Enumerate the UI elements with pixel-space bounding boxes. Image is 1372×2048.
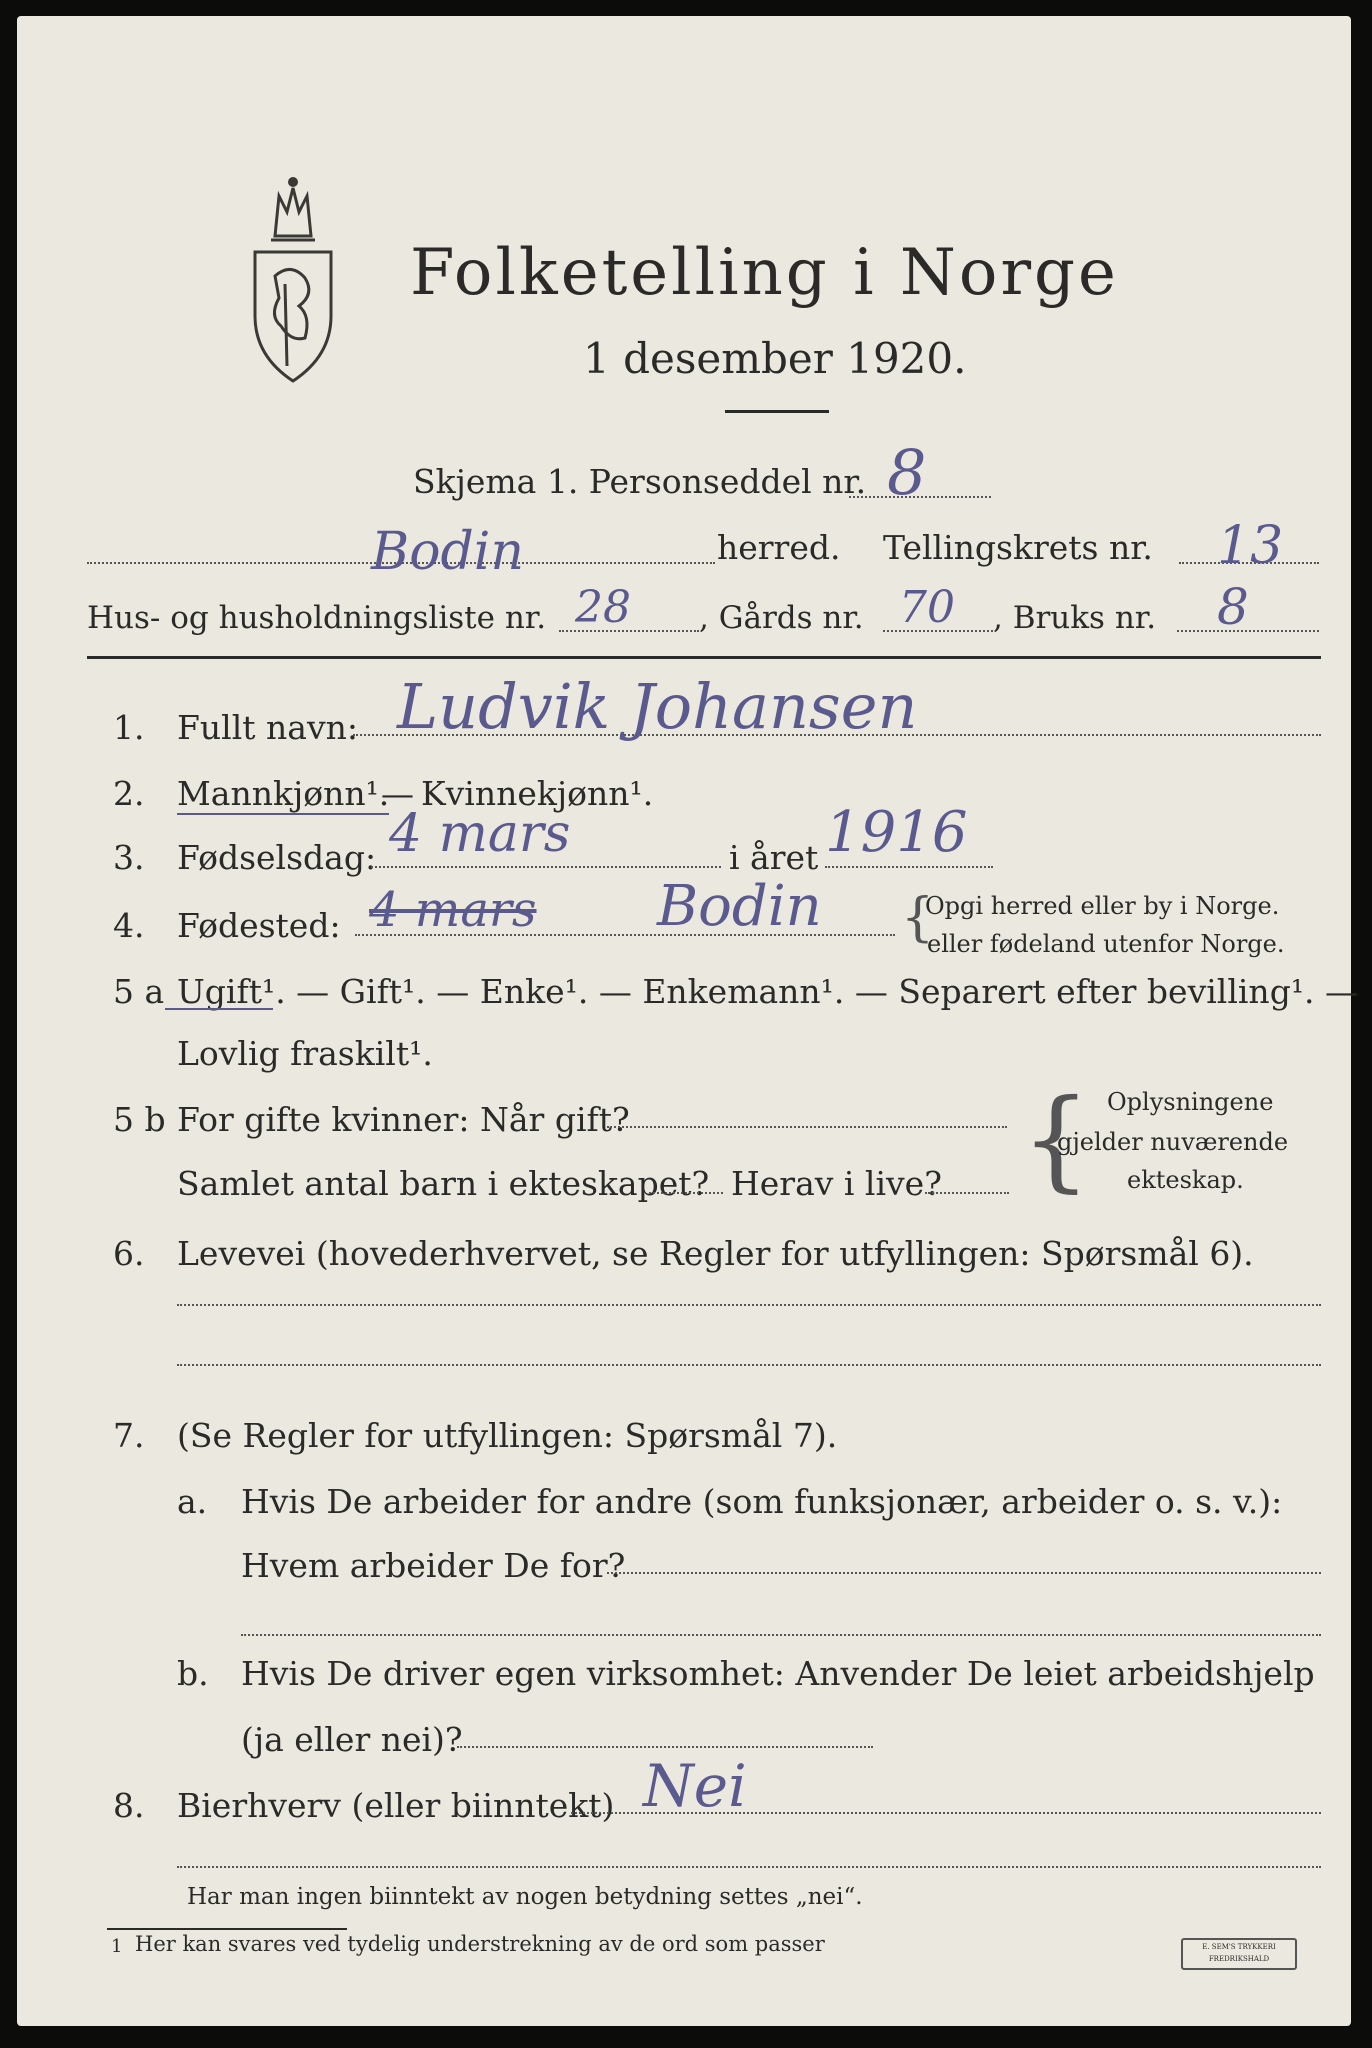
- footnote-text: Her kan svares ved tydelig understrekning av de ord som passer: [135, 1932, 825, 1956]
- q5a-number: 5 a: [113, 972, 165, 1011]
- q7b-letter: b.: [177, 1654, 209, 1693]
- norway-coat-of-arms-icon: [245, 166, 341, 386]
- q4-brace: {: [901, 888, 935, 948]
- q3-number: 3.: [113, 838, 145, 877]
- tellingskrets-value: 13: [1217, 516, 1284, 576]
- q7a-letter: a.: [177, 1482, 208, 1521]
- census-form: [17, 16, 1359, 2026]
- q5b-note-3: ekteskap.: [1127, 1166, 1244, 1194]
- title-divider: [725, 410, 829, 413]
- mannkjonn-option: Mannkjønn¹.: [177, 774, 390, 813]
- q5b-label-2: Samlet antal barn i ekteskapet?: [177, 1164, 710, 1203]
- q4-label: Fødested:: [177, 906, 341, 945]
- birth-year-value: 1916: [825, 800, 968, 865]
- q5b-number: 5 b: [113, 1100, 166, 1139]
- printer-stamp-text: E. SEM'S TRYKKERI FREDRIKSHALD: [1202, 1943, 1276, 1963]
- birthplace-struck: 4 mars: [369, 882, 537, 938]
- q7a-text: Hvis De arbeider for andre (som funksjonær, arbeider o. s. v.):: [241, 1482, 1283, 1521]
- q4-note-1: Opgi herred eller by i Norge.: [925, 892, 1280, 920]
- ugift-underline: [165, 1008, 273, 1010]
- q2-separator: —: [381, 774, 414, 813]
- gards-label: , Gårds nr.: [699, 600, 864, 636]
- q7a-question: Hvem arbeider De for?: [241, 1546, 626, 1585]
- q7b-text: Hvis De driver egen virksomhet: Anvender De leiet arbeidshjelp: [241, 1654, 1315, 1693]
- footnote-rule: [107, 1928, 347, 1930]
- herred-value: Bodin: [371, 522, 524, 582]
- full-name-value: Ludvik Johansen: [397, 670, 918, 743]
- bruks-value: 8: [1217, 578, 1249, 636]
- header-rule: [87, 656, 1321, 659]
- skjema-label: Skjema 1. Personseddel nr.: [413, 462, 867, 501]
- q5b-note-2: gjelder nuværende: [1057, 1128, 1289, 1156]
- q6-number: 6.: [113, 1234, 145, 1273]
- hus-value: 28: [575, 582, 631, 633]
- marital-status-options: Ugift¹. — Gift¹. — Enke¹. — Enkemann¹. — Separert efter bevilling¹. —: [177, 972, 1359, 1011]
- q4-number: 4.: [113, 906, 145, 945]
- kvinnekjonn-option: Kvinnekjønn¹.: [421, 774, 654, 813]
- no-income-note: Har man ingen biinntekt av nogen betydning settes „nei“.: [187, 1884, 863, 1910]
- hus-label: Hus- og husholdningsliste nr.: [87, 600, 547, 636]
- q8-label: Bierhverv (eller biinntekt): [177, 1786, 615, 1825]
- birthplace-value: Bodin: [657, 874, 822, 939]
- q7-label: (Se Regler for utfyllingen: Spørsmål 7).: [177, 1416, 838, 1455]
- q5b-note-1: Oplysningene: [1107, 1088, 1274, 1116]
- q1-number: 1.: [113, 708, 145, 747]
- q8-number: 8.: [113, 1786, 145, 1825]
- birthday-value: 4 mars: [389, 804, 571, 864]
- herred-label: herred.: [717, 528, 841, 567]
- q5b-label-3: Herav i live?: [731, 1164, 942, 1203]
- q7-number: 7.: [113, 1416, 145, 1455]
- q4-note-2: eller fødeland utenfor Norge.: [927, 930, 1285, 958]
- q5b-label-1: For gifte kvinner: Når gift?: [177, 1100, 630, 1139]
- tellingskrets-label: Tellingskrets nr.: [883, 528, 1153, 567]
- q5b-brace: {: [1021, 1075, 1091, 1203]
- form-date: 1 desember 1920.: [583, 334, 967, 383]
- bruks-label: , Bruks nr.: [993, 600, 1157, 636]
- side-income-value: Nei: [643, 1752, 747, 1820]
- q1-label: Fullt navn:: [177, 708, 358, 747]
- footnote-number: 1: [111, 1936, 123, 1957]
- q2-number: 2.: [113, 774, 145, 813]
- marital-status-line2: Lovlig fraskilt¹.: [177, 1034, 433, 1073]
- printer-stamp: [1181, 1938, 1297, 1970]
- q3-label: Fødselsdag:: [177, 838, 377, 877]
- year-label: i året: [729, 838, 819, 877]
- gards-value: 70: [899, 582, 955, 633]
- q7b-question: (ja eller nei)?: [241, 1720, 463, 1759]
- skjema-value: 8: [887, 436, 927, 509]
- form-title: Folketelling i Norge: [410, 236, 1119, 310]
- q6-label: Levevei (hovederhvervet, se Regler for utfyllingen: Spørsmål 6).: [177, 1234, 1254, 1273]
